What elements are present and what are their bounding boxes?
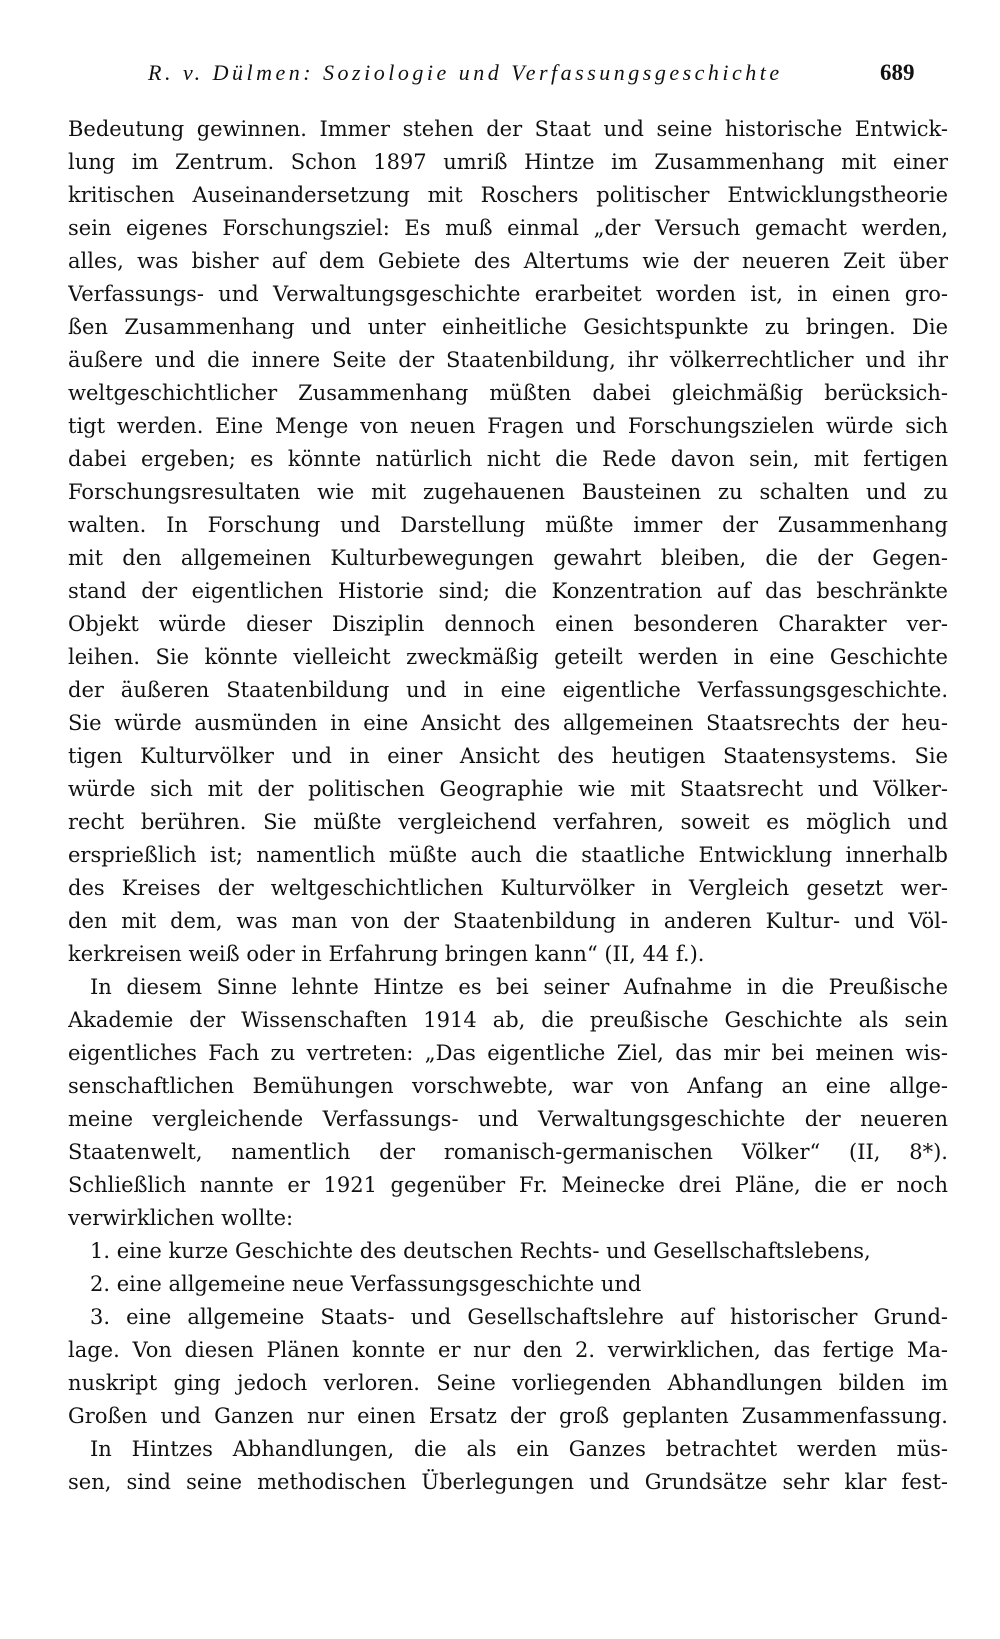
list-item: 1. eine kurze Geschichte des deutschen Rechts- und Gesellschaftslebens,	[90, 1239, 871, 1263]
text-line: Objekt würde dieser Disziplin dennoch einen besonderen Charakter ver-	[68, 612, 948, 636]
text-line: Akademie der Wissenschaften 1914 ab, die preußische Geschichte als sein	[68, 1008, 948, 1032]
text-line: recht berühren. Sie müßte vergleichend verfahren, soweit es möglich und	[68, 810, 948, 834]
text-line: ersprießlich ist; namentlich müßte auch die staatliche Entwicklung innerhalb	[68, 843, 948, 867]
text-line: tigen Kulturvölker und in einer Ansicht des heutigen Staatensystems. Sie	[68, 744, 948, 768]
text-line: den mit dem, was man von der Staatenbildung in anderen Kultur- und Völ-	[68, 909, 948, 933]
text-line: senschaftlichen Bemühungen vorschwebte, war von Anfang an eine allge-	[68, 1074, 948, 1098]
text-line: sen, sind seine methodischen Überlegungen und Grundsätze sehr klar fest-	[68, 1470, 948, 1494]
text-line: Großen und Ganzen nur einen Ersatz der groß geplanten Zusammenfassung.	[68, 1404, 948, 1428]
text-line: eigentliches Fach zu vertreten: „Das eigentliche Ziel, das mir bei meinen wis-	[68, 1041, 948, 1065]
text-line: ßen Zusammenhang und unter einheitliche Gesichtspunkte zu bringen. Die	[68, 315, 948, 339]
text-line: meine vergleichende Verfassungs- und Verwaltungsgeschichte der neueren	[68, 1107, 948, 1131]
text-line: verwirklichen wollte:	[68, 1206, 294, 1230]
text-line: In diesem Sinne lehnte Hintze es bei seiner Aufnahme in die Preußische	[90, 975, 948, 999]
text-line: Schließlich nannte er 1921 gegenüber Fr. Meinecke drei Pläne, die er noch	[68, 1173, 948, 1197]
text-line: sein eigenes Forschungsziel: Es muß einmal „der Versuch gemacht werden,	[68, 216, 948, 240]
text-line: Sie würde ausmünden in eine Ansicht des allgemeinen Staatsrechts der heu-	[68, 711, 948, 735]
page-number: 689	[880, 60, 915, 85]
text-line: alles, was bisher auf dem Gebiete des Altertums wie der neueren Zeit über	[68, 249, 948, 273]
text-line: Staatenwelt, namentlich der romanisch-germanischen Völker“ (II, 8*).	[68, 1140, 948, 1164]
text-line: mit den allgemeinen Kulturbewegungen gewahrt bleiben, die der Gegen-	[68, 546, 948, 570]
text-line: kerkreisen weiß oder in Erfahrung bringen kann“ (II, 44 f.).	[68, 942, 705, 966]
text-line: Verfassungs- und Verwaltungsgeschichte erarbeitet worden ist, in einen gro-	[68, 282, 948, 306]
text-line: kritischen Auseinandersetzung mit Roschers politischer Entwicklungstheorie	[68, 183, 948, 207]
text-line: lage. Von diesen Plänen konnte er nur den 2. verwirklichen, das fertige Ma-	[68, 1338, 948, 1362]
text-line: äußere und die innere Seite der Staatenbildung, ihr völkerrechtlicher und ihr	[68, 348, 948, 372]
list-item: 2. eine allgemeine neue Verfassungsgeschichte und	[90, 1272, 642, 1296]
text-line: In Hintzes Abhandlungen, die als ein Ganzes betrachtet werden müs-	[90, 1437, 948, 1461]
text-line: der äußeren Staatenbildung und in eine eigentliche Verfassungsgeschichte.	[68, 678, 948, 702]
text-line: Forschungsresultaten wie mit zugehauenen Bausteinen zu schalten und zu	[68, 480, 948, 504]
text-line: würde sich mit der politischen Geographie wie mit Staatsrecht und Völker-	[68, 777, 948, 801]
text-line: leihen. Sie könnte vielleicht zweckmäßig geteilt werden in eine Geschichte	[68, 645, 948, 669]
running-head-title: R. v. Dülmen: Soziologie und Verfassungsgeschichte	[148, 60, 783, 85]
text-line: nuskript ging jedoch verloren. Seine vorliegenden Abhandlungen bilden im	[68, 1371, 948, 1395]
text-line: des Kreises der weltgeschichtlichen Kulturvölker in Vergleich gesetzt wer-	[68, 876, 948, 900]
text-line: dabei ergeben; es könnte natürlich nicht die Rede davon sein, mit fertigen	[68, 447, 948, 471]
list-item: 3. eine allgemeine Staats- und Gesellschaftslehre auf historischer Grund-	[90, 1305, 948, 1329]
text-line: lung im Zentrum. Schon 1897 umriß Hintze im Zusammenhang mit einer	[68, 150, 948, 174]
text-line: tigt werden. Eine Menge von neuen Fragen und Forschungszielen würde sich	[68, 414, 948, 438]
text-line: Bedeutung gewinnen. Immer stehen der Staat und seine historische Entwick-	[68, 117, 948, 141]
text-line: stand der eigentlichen Historie sind; die Konzentration auf das beschränkte	[68, 579, 948, 603]
text-line: weltgeschichtlicher Zusammenhang müßten dabei gleichmäßig berücksich-	[68, 381, 948, 405]
text-line: walten. In Forschung und Darstellung müßte immer der Zusammenhang	[68, 513, 948, 537]
